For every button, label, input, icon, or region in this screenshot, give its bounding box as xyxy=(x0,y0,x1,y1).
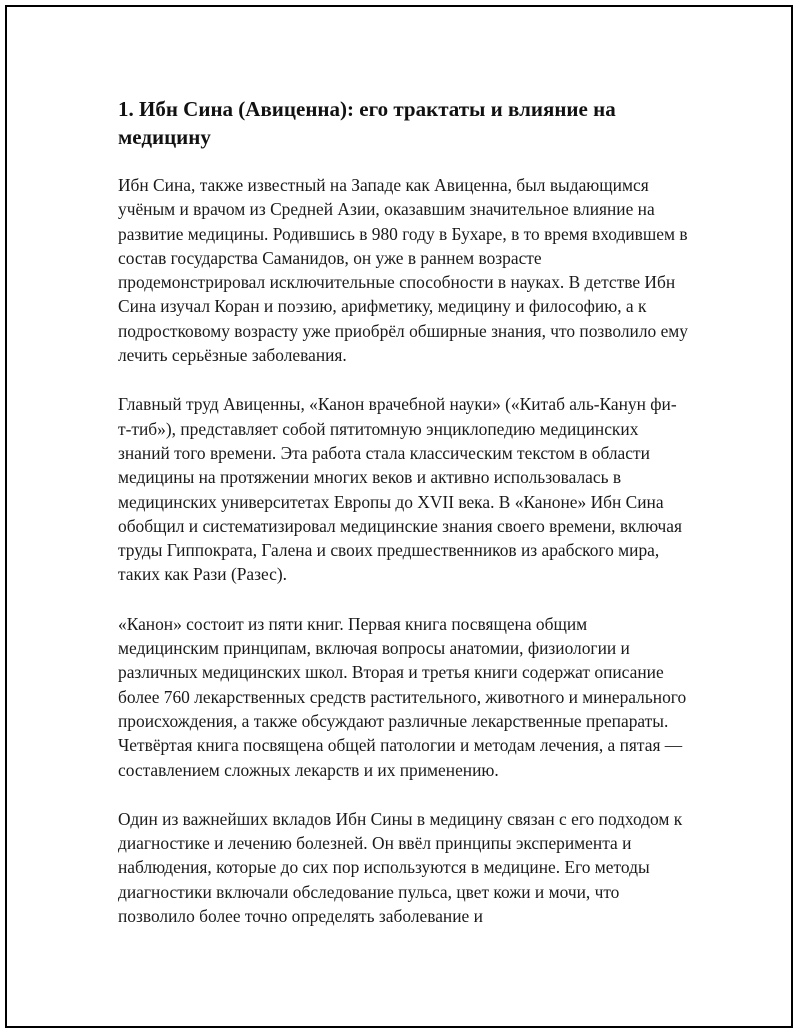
paragraph-3: «Канон» состоит из пяти книг. Первая книга посвящена общим медицинским принципам, включая вопросы анатомии, физиологии и различных медицинских школ. Вторая и третья книги содержат описание более 760 лекарственных средств растительного, животного и минерального происхождения, а также обсуждают различные лекарственные препараты. Четвёртая книга посвящена общей патологии и методам лечения, а пятая — составлением сложных лекарств и их применению. xyxy=(118,613,687,780)
paragraph-2: Главный труд Авиценны, «Канон врачебной науки» («Китаб аль-Канун фи-т-тиб»), представляет собой пятитомную энциклопедию медицинских знаний того времени. Эта работа стала классическим текстом в области медицины на протяжении многих веков и активно использовалась в медицинских университетах Европы до XVII века. В «Каноне» Ибн Сина обобщил и систематизировал медицинские знания своего времени, включая труды Гиппократа, Галена и своих предшественников из арабского мира, таких как Рази (Разес). xyxy=(118,394,682,585)
document-body xyxy=(118,95,688,953)
section-heading: 1. Ибн Сина (Авиценна): его трактаты и влияние на медицину xyxy=(118,97,616,149)
paragraph-4: Один из важнейших вкладов Ибн Сины в медицину связан с его подходом к диагностике и лечению болезней. Он ввёл принципы эксперимента и наблюдения, которые до сих пор используются в медицине. Его методы диагностики включали обследование пульса, цвет кожи и мочи, что позволило более точно определять заболевание и xyxy=(118,808,683,927)
paragraph-1: Ибн Сина, также известный на Западе как Авиценна, был выдающимся учёным и врачом из Средней Азии, оказавшим значительное влияние на развитие медицины. Родившись в 980 году в Бухаре, в то время входившем в состав государства Саманидов, он уже в раннем возрасте продемонстрировал исключительные способности в науках. В детстве Ибн Сина изучал Коран и поэзию, арифметику, медицину и философию, а к подростковому возрасту уже приобрёл обширные знания, что позволило ему лечить серьёзные заболевания. xyxy=(118,175,688,366)
